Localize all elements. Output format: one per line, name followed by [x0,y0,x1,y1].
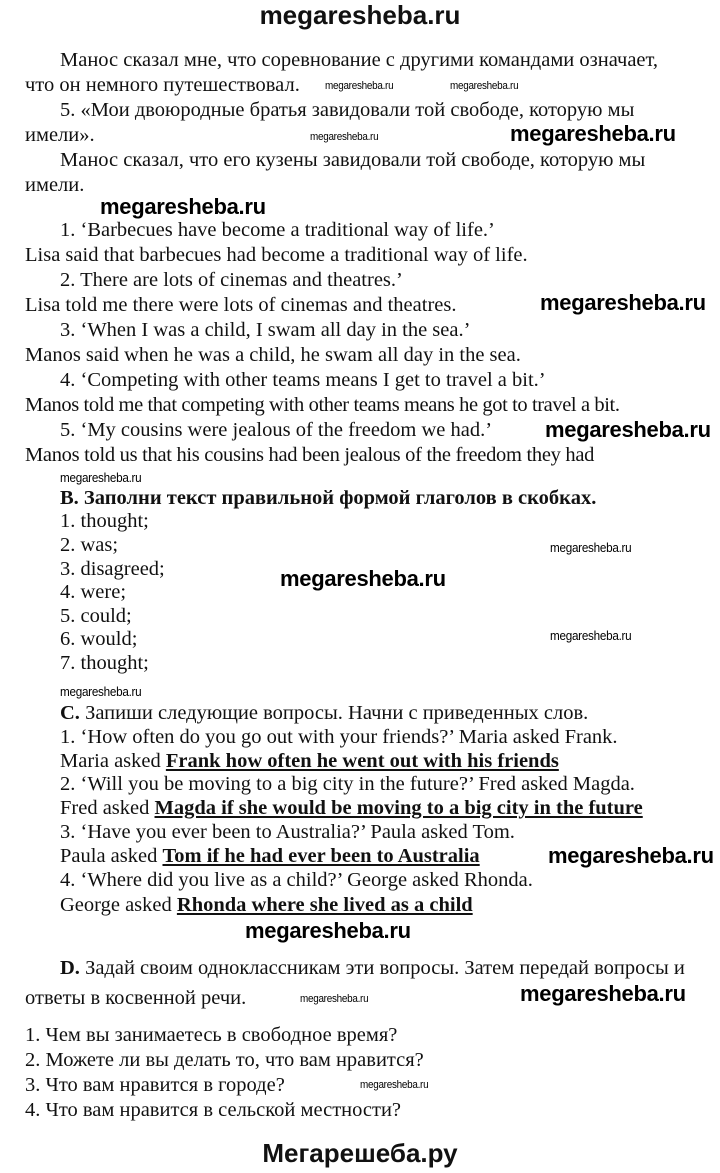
list-item: 4. were; [60,581,127,603]
text-line: 2. There are lots of cinemas and theatres.’ [60,269,403,291]
watermark: megaresheba.ru [450,80,519,92]
text-line: Manos told me that competing with other teams means he got to travel a bit. [25,394,620,416]
question: 2. ‘Will you be moving to a big city in the future?’ Fred asked Magda. [60,773,635,795]
text-line: имели. [25,174,85,196]
list-item: 2. Можете ли вы делать то, что вам нравится? [25,1049,424,1071]
watermark: megaresheba.ru [548,843,714,868]
text-line: Lisa told me there were lots of cinemas and theatres. [25,294,457,316]
list-item: 2. was; [60,534,119,556]
watermark: megaresheba.ru [540,290,706,315]
watermark: megaresheba.ru [360,1079,429,1091]
section-c-title [60,701,588,725]
list-item: 5. could; [60,605,132,627]
text-line: 5. ‘My cousins were jealous of the freedom we had.’ [60,419,493,441]
list-item: 3. Что вам нравится в городе? [25,1074,285,1096]
watermark: megaresheba.ru [100,194,266,219]
answer-prefix: George asked [60,894,177,916]
text-line: Manos said when he was a child, he swam all day in the sea. [25,344,521,366]
text-line: Манос сказал мне, что соревнование с другими командами означает, [60,49,659,71]
watermark: megaresheba.ru [300,993,369,1005]
watermark: megaresheba.ru [325,80,394,92]
text-line: 5. «Мои двоюродные братья завидовали той свободе, которую мы [60,99,635,121]
watermark: megaresheba.ru [550,628,632,643]
answer: Magda if she would be moving to a big city in the future [154,797,643,819]
text-line: Манос сказал, что его кузены завидовали той свободе, которую мы [60,149,646,171]
answer: Rhonda where she lived as a child [176,894,473,916]
text-line: 4. ‘Competing with other teams means I get to travel a bit.’ [60,369,546,391]
list-item: 6. would; [60,628,138,650]
list-item: 1. thought; [60,510,149,532]
text-line: Manos told us that his cousins had been jealous of the freedom they had [25,444,595,466]
watermark: megaresheba.ru [310,131,379,143]
section-instruction: Задай своим одноклассникам эти вопросы. Затем передай вопросы и [79,957,685,979]
watermark: megaresheba.ru [60,470,142,485]
watermark: megaresheba.ru [60,684,142,699]
watermark: megaresheba.ru [280,566,446,591]
section-b-title: B. Заполни текст правильной формой глаголов в скобках. [60,487,597,509]
answer-line [60,844,480,868]
answer-line [60,749,559,773]
watermark: megaresheba.ru [550,540,632,555]
answer: Frank how often he went out with his friends [165,750,559,772]
section-letter: D. [60,957,80,979]
list-item: 1. Чем вы занимаетесь в свободное время? [25,1024,398,1046]
text-line: 3. ‘When I was a child, I swam all day in the sea.’ [60,319,471,341]
text-line: Lisa said that barbecues had become a traditional way of life. [25,244,528,266]
question: 3. ‘Have you ever been to Australia?’ Paula asked Tom. [60,821,515,843]
watermark: megaresheba.ru [245,918,411,943]
watermark: megaresheba.ru [545,417,711,442]
site-header: megaresheba.ru [259,0,461,30]
answer-line [60,796,643,820]
site-footer: Мегарешеба.ру [262,1138,458,1168]
answer: Tom if he had ever been to Australia [162,845,480,867]
list-item: 7. thought; [60,652,149,674]
text-line: что он немного путешествовал. [25,74,300,96]
answer-prefix: Maria asked [60,750,166,772]
list-item: 4. Что вам нравится в сельской местности? [25,1099,402,1121]
answer-prefix: Paula asked [60,845,163,867]
question: 1. ‘How often do you go out with your friends?’ Maria asked Frank. [60,726,618,748]
text-line: 1. ‘Barbecues have become a traditional way of life.’ [60,219,495,241]
watermark: megaresheba.ru [510,121,676,146]
text-line: имели». [25,124,95,146]
text-line: ответы в косвенной речи. [25,987,247,1009]
answer-prefix: Fred asked [60,797,155,819]
question: 4. ‘Where did you live as a child?’ George asked Rhonda. [60,869,533,891]
section-instruction: Запиши следующие вопросы. Начни с приведенных слов. [79,702,589,724]
list-item: 3. disagreed; [60,558,165,580]
answer-line [60,893,473,917]
section-letter: C. [60,702,80,724]
watermark: megaresheba.ru [520,981,686,1006]
section-d-title [60,956,685,980]
